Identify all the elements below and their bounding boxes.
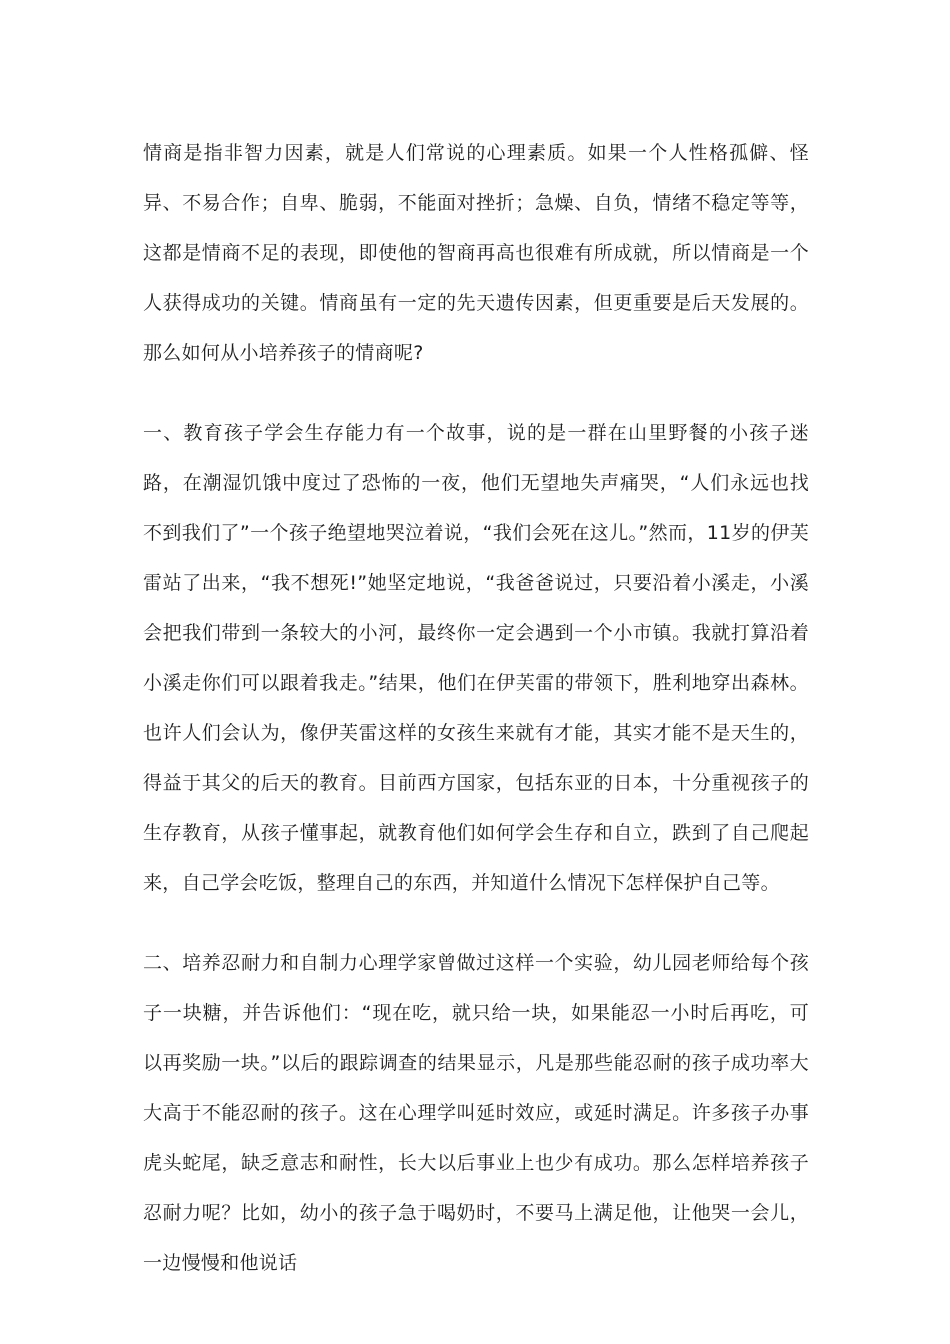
document-body [143, 128, 809, 1288]
paragraph-section-one: 一、教育孩子学会生存能力有一个故事，说的是一群在山里野餐的小孩子迷路，在潮湿饥饿中度过了恐怖的一夜，他们无望地失声痛哭，“人们永远也找不到我们了”一个孩子绝望地哭泣着说，“我们会死在这儿。”然而，11岁的伊芙雷站了出来，“我不想死!”她坚定地说，“我爸爸说过，只要沿着小溪走，小溪会把我们带到一条较大的小河，最终你一定会遇到一个小市镇。我就打算沿着小溪走你们可以跟着我走。”结果，他们在伊芙雷的带领下，胜利地穿出森林。也许人们会认为，像伊芙雷这样的女孩生来就有才能，其实才能不是天生的，得益于其父的后天的教育。目前西方国家，包括东亚的日本，十分重视孩子的生存教育，从孩子懂事起，就教育他们如何学会生存和自立，跌到了自己爬起来，自己学会吃饭，整理自己的东西，并知道什么情况下怎样保护自己等。 [143, 422, 809, 894]
paragraph-intro: 情商是指非智力因素，就是人们常说的心理素质。如果一个人性格孤僻、怪异、不易合作；自卑、脆弱，不能面对挫折；急燥、自负，情绪不稳定等等，这都是情商不足的表现，即使他的智商再高也很难有所成就，所以情商是一个人获得成功的关键。情商虽有一定的先天遗传因素，但更重要是后天发展的。那么如何从小培养孩子的情商呢? [143, 142, 809, 364]
paragraph-section-two: 二、培养忍耐力和自制力心理学家曾做过这样一个实验，幼儿园老师给每个孩子一块糖，并告诉他们：“现在吃，就只给一块，如果能忍一小时后再吃，可以再奖励一块。”以后的跟踪调查的结果显示，凡是那些能忍耐的孩子成功率大大高于不能忍耐的孩子。这在心理学叫延时效应，或延时满足。许多孩子办事虎头蛇尾，缺乏意志和耐性，长大以后事业上也少有成功。那么怎样培养孩子忍耐力呢？比如，幼小的孩子急于喝奶时，不要马上满足他，让他哭一会儿，一边慢慢和他说话 [143, 952, 809, 1274]
